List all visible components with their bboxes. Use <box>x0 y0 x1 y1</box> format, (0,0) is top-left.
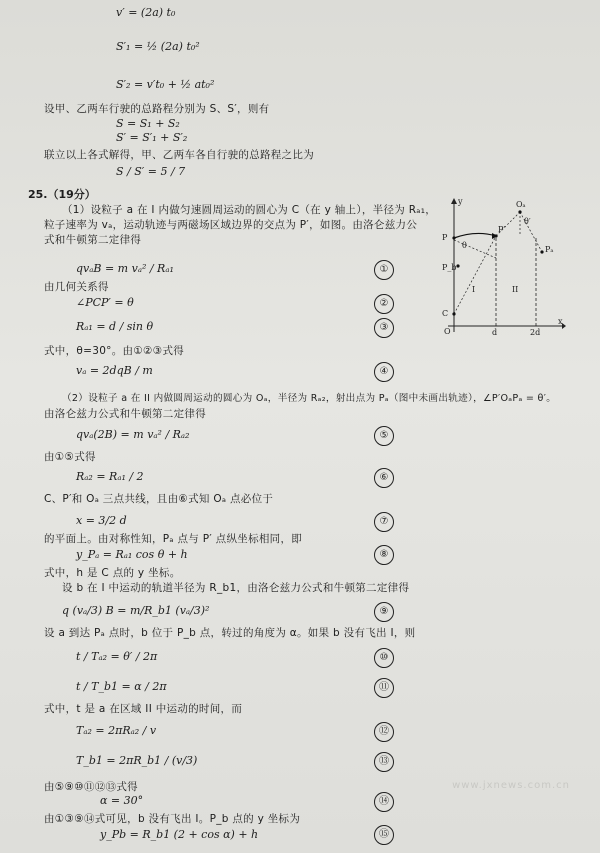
p1-line-2: 粒子速率为 vₐ，运动轨迹与两磁场区域边界的交点为 P′，如图。由洛仑兹力公 <box>44 219 418 231</box>
circled-4: ④ <box>374 362 394 382</box>
radius-c-pprime <box>454 236 496 314</box>
label-p: P <box>442 233 448 242</box>
circled-5: ⑤ <box>374 426 394 446</box>
eq-2: ∠PCP′ = θ <box>76 296 134 309</box>
eq-7: x = 3/2 d <box>76 514 127 527</box>
formula-v-prime: v′ = (2a) t₀ <box>116 6 176 19</box>
label-oa: Oₐ <box>516 200 526 209</box>
label-pprime: P′ <box>498 225 506 234</box>
eq-11: t / T_b1 = α / 2π <box>76 680 167 693</box>
label-theta: θ <box>462 241 467 250</box>
b-line: 设 b 在 I 中运动的轨道半径为 R_b1，由洛仑兹力公式和牛顿第二定律得 <box>62 582 410 594</box>
point-pa <box>540 250 543 253</box>
x-axis-arrow <box>562 323 566 329</box>
point-pb <box>456 264 459 267</box>
eq-9: q (vₐ/3) B = m/R_b1 (vₐ/3)² <box>62 604 210 617</box>
eq-4: vₐ = 2dqB / m <box>76 364 153 377</box>
circled-14: ⑭ <box>374 792 394 812</box>
formula-s-prime: S′ = S′₁ + S′₂ <box>116 131 188 144</box>
eq-14: α = 30° <box>100 794 144 807</box>
eq-13: T_b1 = 2πR_b1 / (v/3) <box>76 754 198 767</box>
eq-3: Rₐ₁ = d / sin θ <box>76 320 154 333</box>
eq-10: t / Tₐ₂ = θ′ / 2π <box>76 650 158 663</box>
h-line: 式中，h 是 C 点的 y 坐标。 <box>44 567 181 579</box>
circled-9: ⑨ <box>374 602 394 622</box>
point-oa <box>518 210 521 213</box>
combine-line: 联立以上各式解得，甲、乙两车各自行驶的总路程之比为 <box>44 149 314 161</box>
formula-s1-prime: S′₁ = ½ (2a) t₀² <box>116 40 200 53</box>
label-x: x <box>558 317 563 326</box>
circled-8: ⑧ <box>374 545 394 565</box>
eq-8: y_Pₐ = Rₐ₁ cos θ + h <box>76 548 188 561</box>
point-c <box>452 312 455 315</box>
circled-1: ① <box>374 260 394 280</box>
watermark: www.jxnews.com.cn <box>452 780 570 791</box>
question-header: 25.（19分） <box>28 188 96 201</box>
label-d: d <box>492 328 498 336</box>
eq-1: qvₐB = m vₐ² / Rₐ₁ <box>76 262 174 275</box>
p2-line-2: 由洛仑兹力公式和牛顿第二定律得 <box>44 408 206 420</box>
circled-15: ⑮ <box>374 825 394 845</box>
circled-3: ③ <box>374 318 394 338</box>
intro-line: 设甲、乙两车行驶的总路程分别为 S、S′，则有 <box>44 103 270 115</box>
given-line: 式中，θ=30°。由①②③式得 <box>44 345 185 357</box>
ratio-formula: S / S′ = 5 / 7 <box>116 165 186 178</box>
label-2d: 2d <box>530 328 541 336</box>
chord-pb <box>454 240 496 258</box>
label-region-1: I <box>472 285 476 294</box>
y-axis-arrow <box>451 198 457 204</box>
circled-2: ② <box>374 294 394 314</box>
circled-13: ⑬ <box>374 752 394 772</box>
label-region-2: II <box>512 285 519 294</box>
p1-line-1: （1）设粒子 a 在 I 内做匀速圆周运动的圆心为 C（在 y 轴上），半径为 Rₐ₁， <box>62 204 437 216</box>
t-line: 式中，t 是 a 在区域 II 中运动的时间，而 <box>44 703 243 715</box>
from-15-line: 由①⑤式得 <box>44 451 96 463</box>
from-multi-line: 由⑤⑨⑩⑪⑫⑬式得 <box>44 781 138 793</box>
geo-line: 由几何关系得 <box>44 281 109 293</box>
eq-12: Tₐ₂ = 2πRₐ₂ / v <box>76 724 157 737</box>
conclusion-line: 由①③⑨⑭式可见，b 没有飞出 I。P_b 点的 y 坐标为 <box>44 813 301 825</box>
eq-5: qvₐ(2B) = m vₐ² / Rₐ₂ <box>76 428 190 441</box>
label-y: y <box>458 197 463 206</box>
label-pb: P_b <box>442 263 457 272</box>
label-thetap: θ′ <box>524 217 531 226</box>
circled-12: ⑫ <box>374 722 394 742</box>
formula-s2-prime: S′₂ = v′t₀ + ½ at₀² <box>116 78 215 91</box>
eq-15: y_Pb = R_b1 (2 + cos α) + h <box>100 828 259 841</box>
p2-line-1: （2）设粒子 a 在 II 内做圆周运动的圆心为 Oₐ，半径为 Rₐ₂，射出点为 Pₐ（图中未画出轨迹），∠P′OₐPₐ = θ′。 <box>62 393 557 404</box>
circled-6: ⑥ <box>374 468 394 488</box>
point-p <box>452 236 455 239</box>
point-pprime <box>494 234 497 237</box>
trajectory-arc <box>454 233 496 238</box>
collinear-line: C、P′和 Oₐ 三点共线，且由⑥式知 Oₐ 点必位于 <box>44 493 274 505</box>
reach-line: 设 a 到达 Pₐ 点时，b 位于 P_b 点，转过的角度为 α。如果 b 没有飞出 I，则 <box>44 627 416 639</box>
label-o: O <box>444 327 451 336</box>
label-c: C <box>442 309 449 318</box>
eq-6: Rₐ₂ = Rₐ₁ / 2 <box>76 470 144 483</box>
magnetic-field-diagram <box>436 196 566 336</box>
label-pa: Pₐ <box>545 245 554 254</box>
symmetry-line: 的平面上。由对称性知，Pₐ 点与 P′ 点纵坐标相同，即 <box>44 533 303 545</box>
circled-11: ⑪ <box>374 678 394 698</box>
p1-line-3: 式和牛顿第二定律得 <box>44 234 142 246</box>
formula-s: S = S₁ + S₂ <box>116 117 180 130</box>
circled-7: ⑦ <box>374 512 394 532</box>
circled-10: ⑩ <box>374 648 394 668</box>
